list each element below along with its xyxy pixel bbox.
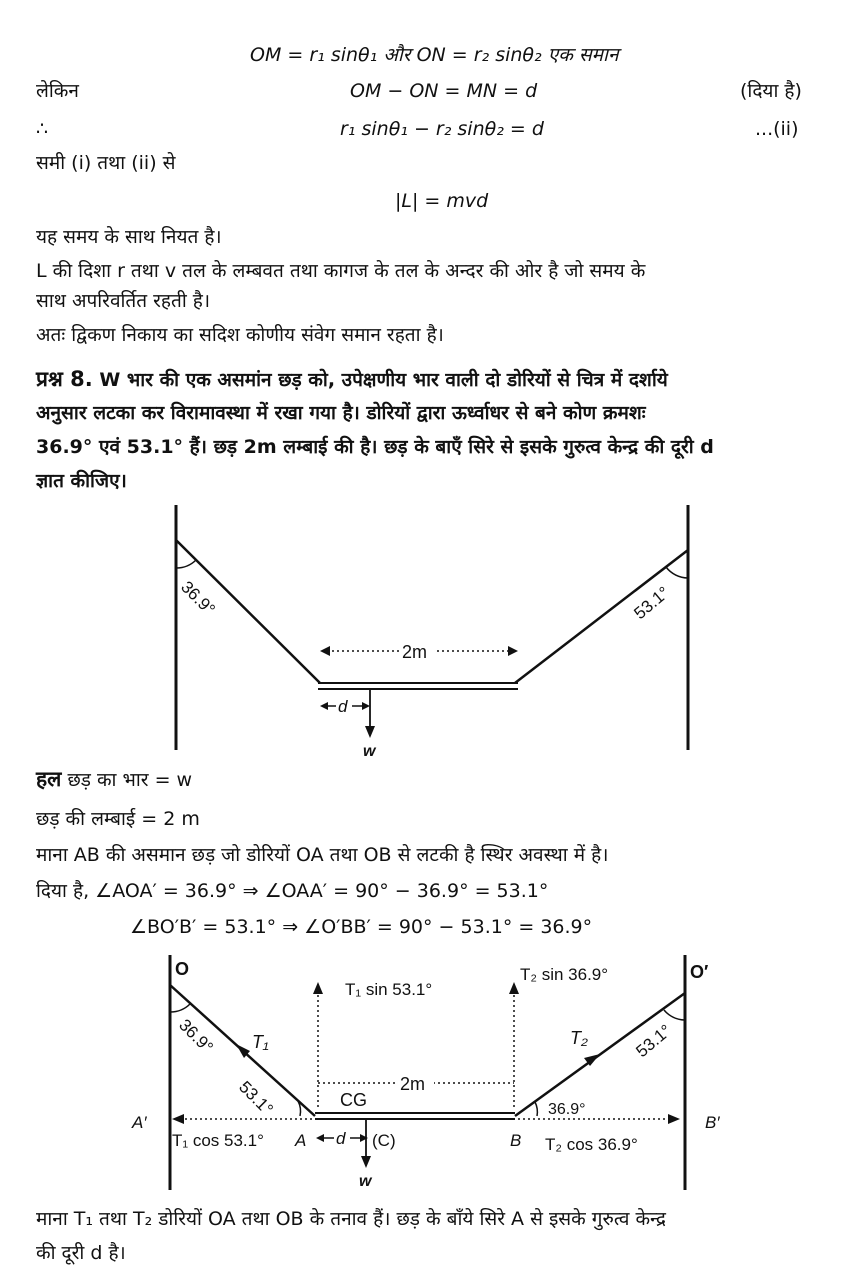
label-A: A [295, 1131, 307, 1150]
solution-line-3: माना AB की असमान छड़ जो डोरियों OA तथा OB से लटकी है स्थिर अवस्था में है। [36, 844, 609, 866]
angle-O-prime-label: 53.1° [632, 1020, 676, 1062]
solution-line-5: ∠BO′B′ = 53.1° ⇒ ∠O′BB′ = 90° − 53.1° = 36.9° [130, 916, 593, 938]
angle-right-label: 53.1° [630, 582, 674, 624]
question-line-2: अनुसार लटका कर विरामावस्था में रखा गया है। डोरियों द्वारा ऊर्ध्वाधर से बने कोण क्रमशः [36, 402, 646, 424]
T2-cos-label: T₂ cos 36.9° [545, 1135, 638, 1154]
but-label: लेकिन [36, 80, 79, 102]
label-C: (C) [372, 1131, 396, 1150]
equation-angular-momentum: |L| = mvd [395, 190, 489, 212]
question-line-3: 36.9° एवं 53.1° हैं। छड़ 2m लम्बाई की है। छड़ के बाएँ सिरे से इसके गुरुत्व केन्द्र की दूरी d [36, 436, 714, 458]
angle-left-label: 36.9° [177, 577, 219, 620]
direction-text-2: साथ अपरिवर्तित रहती है। [36, 290, 211, 312]
solution-line-2: छड़ की लम्बाई = 2 m [36, 808, 200, 830]
fig2-weight-arrowhead [361, 1156, 371, 1168]
equation-mn: OM − ON = MN = d [350, 80, 538, 102]
T1-cos-arrowhead [172, 1114, 184, 1124]
solution-text-1: छड़ का भार = w [67, 769, 193, 791]
fig2-weight-label: w [359, 1173, 372, 1190]
label-O-prime: O′ [690, 962, 709, 982]
question-text-1: W भार की एक असमांन छड़ को, उपेक्षणीय भार वाली दो डोरियों से चित्र में दर्शाये [99, 369, 668, 391]
label-B: B [510, 1131, 522, 1150]
fig2-d-left-head [316, 1134, 324, 1142]
T2-cos-arrowhead [668, 1114, 680, 1124]
equation-ii: r₁ sinθ₁ − r₂ sinθ₂ = d [340, 118, 544, 140]
arc-angle-O-prime [664, 1010, 685, 1020]
tension-T1-label: T₁ [252, 1032, 269, 1052]
therefore-symbol: ∴ [36, 118, 49, 140]
fig2-length-label: 2m [400, 1074, 426, 1094]
equation-tag-ii: ...(ii) [755, 118, 799, 140]
bottom-line-2: की दूरी d है। [36, 1242, 126, 1264]
solution-line-4: दिया है, ∠AOA′ = 36.9° ⇒ ∠OAA′ = 90° − 36.9° = 53.1° [36, 880, 549, 902]
T2-sin-label: T₂ sin 36.9° [520, 965, 609, 984]
weight-label: w [363, 743, 376, 760]
string-OB [515, 993, 685, 1116]
arc-angle-O [170, 1004, 190, 1012]
question-label: प्रश्न 8. [36, 367, 93, 391]
label-O: O [175, 959, 190, 979]
equation-om-on: OM = r₁ sinθ₁ और ON = r₂ sinθ₂ एक समान [250, 44, 619, 66]
solution-label: हल [36, 767, 62, 791]
conclusion-text: अतः द्विकण निकाय का सदिश कोणीय संवेग समान रहता है। [36, 324, 444, 346]
d-label: d [338, 697, 348, 716]
bottom-line-1: माना T₁ तथा T₂ डोरियों OA तथा OB के तनाव हैं। छड़ के बाँये सिरे A से इसके गुरुत्व केन्द्र [36, 1208, 667, 1230]
angle-B-label: 36.9° [548, 1101, 586, 1118]
T1-cos-label: T₁ cos 53.1° [172, 1131, 264, 1150]
fig2-d-label: d [336, 1129, 346, 1148]
T1-sin-label: T₁ sin 53.1° [345, 980, 433, 999]
T1-sin-arrowhead [313, 982, 323, 994]
label-A-prime: A′ [132, 1113, 147, 1132]
length-label: 2m [402, 642, 428, 662]
from-equations-text: समी (i) तथा (ii) से [36, 152, 176, 174]
arc-angle-B [535, 1102, 537, 1116]
question-line-4: ज्ञात कीजिए। [36, 470, 127, 492]
direction-text-1: L की दिशा r तथा v तल के लम्बवत तथा कागज के तल के अन्दर की ओर है जो समय के [36, 260, 646, 282]
cg-label: CG [340, 1090, 367, 1110]
angle-O-label: 36.9° [175, 1015, 217, 1058]
tension-T2-label: T₂ [570, 1028, 588, 1048]
T2-sin-arrowhead [509, 982, 519, 994]
label-B-prime: B′ [705, 1113, 720, 1132]
constant-text: यह समय के साथ नियत है। [36, 226, 222, 248]
angle-A-label: 53.1° [235, 1077, 277, 1120]
given-note: (दिया है) [740, 80, 802, 102]
